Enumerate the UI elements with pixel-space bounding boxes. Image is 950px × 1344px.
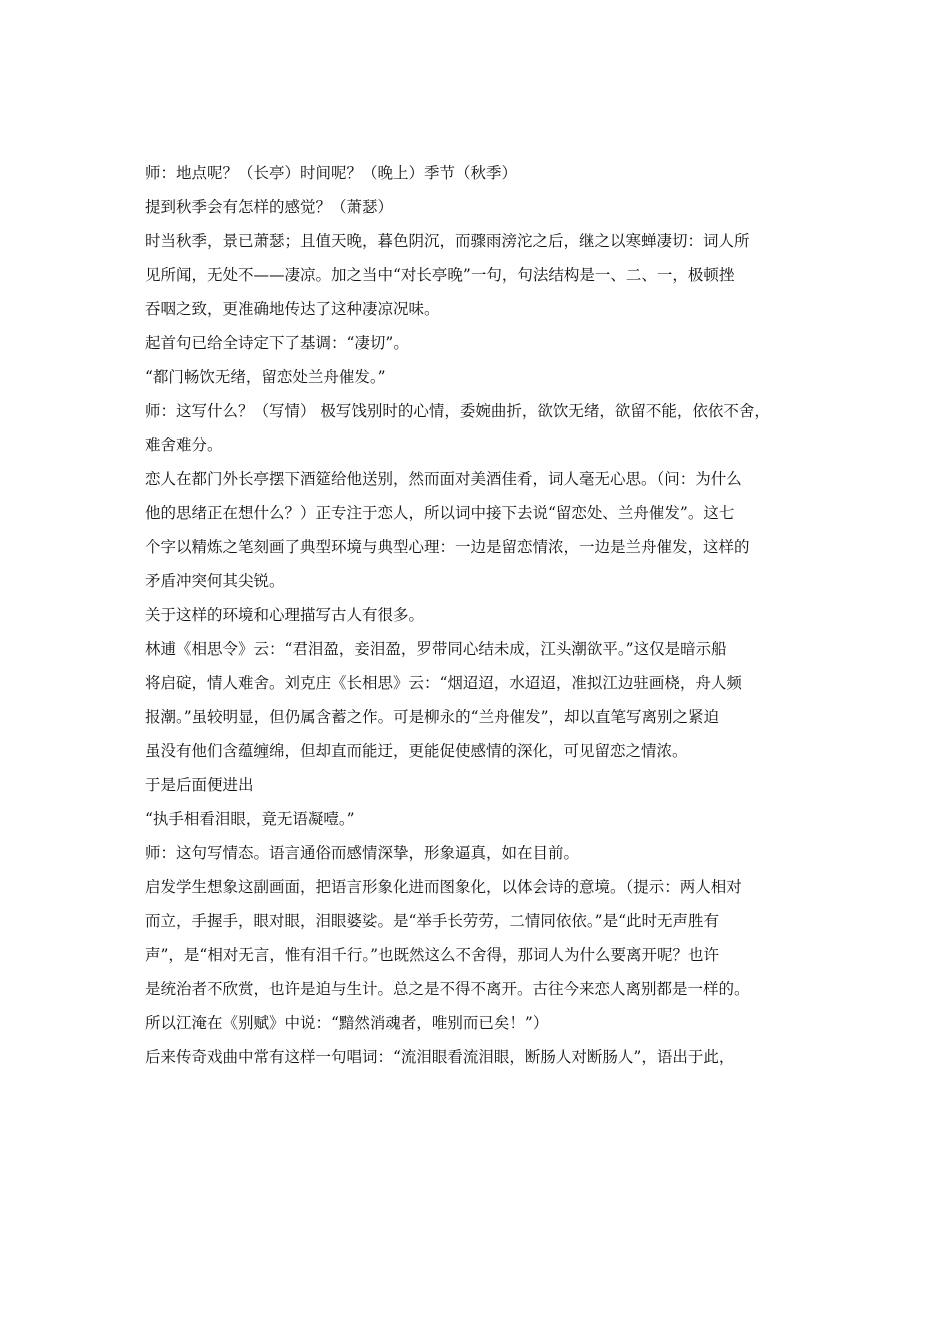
text-line: 师：地点呢？（长亭）时间呢？（晚上）季节（秋季） bbox=[145, 164, 518, 182]
text-line: 提到秋季会有怎样的感觉？（萧瑟） bbox=[145, 198, 394, 216]
text-line: “执手相看泪眼，竟无语凝噎。” bbox=[145, 810, 355, 828]
text-line: 所以江淹在《别赋》中说：“黯然消魂者，唯别而已矣！”） bbox=[145, 1014, 549, 1032]
text-line: 是统治者不欣赏，也许是迫与生计。总之是不得不离开。古往今来恋人离别都是一样的。 bbox=[145, 980, 750, 998]
text-line: 师：这句写情态。语言通俗而感情深挚，形象逼真，如在目前。 bbox=[145, 844, 580, 862]
text-line: 将启碇，情人难舍。刘克庄《长相思》云：“烟迢迢，水迢迢，准拟江边驻画桡，舟人频 bbox=[145, 674, 742, 692]
text-line: 声”，是“相对无言，惟有泪千行。”也既然这么不舍得，那词人为什么要离开呢？也许 bbox=[145, 946, 720, 964]
text-line: 吞咽之致，更准确地传达了这种凄凉况味。 bbox=[145, 300, 440, 318]
text-line: 启发学生想象这副画面，把语言形象化进而图象化，以体会诗的意境。（提示：两人相对 bbox=[145, 878, 742, 896]
text-line: 个字以精炼之笔刻画了典型环境与典型心理：一边是留恋情浓，一边是兰舟催发，这样的 bbox=[145, 538, 750, 556]
text-line: 于是后面便进出 bbox=[145, 776, 254, 794]
text-line: 见所闻，无处不——凄凉。加之当中“对长亭晚”一句，句法结构是一、二、一，极顿挫 bbox=[145, 266, 735, 284]
text-line: 而立，手握手，眼对眼，泪眼婆娑。是“举手长劳劳，二情同依依。”是“此时无声胜有 bbox=[145, 912, 720, 930]
text-line: 师：这写什么？（写情） 极写饯别时的心情，委婉曲折，欲饮无绪，欲留不能，依依不舍， bbox=[145, 402, 770, 420]
document-body bbox=[145, 162, 825, 1069]
text-line: 虽没有他们含蕴缠绵，但却直而能迂，更能促使感情的深化，可见留恋之情浓。 bbox=[145, 742, 688, 760]
text-line: 他的思绪正在想什么？）正专注于恋人，所以词中接下去说“留恋处、兰舟催发”。这七 bbox=[145, 504, 735, 522]
text-line: 后来传奇戏曲中常有这样一句唱词：“流泪眼看流泪眼，断肠人对断肠人”，语出于此， bbox=[145, 1048, 735, 1066]
text-line: 难舍难分。 bbox=[145, 436, 223, 454]
text-line: 矛盾冲突何其尖锐。 bbox=[145, 572, 285, 590]
text-line: “都门畅饮无绪，留恋处兰舟催发。” bbox=[145, 368, 386, 386]
text-line: 起首句已给全诗定下了基调：“凄切”。 bbox=[145, 334, 409, 352]
text-line: 恋人在都门外长亭摆下酒筵给他送别，然而面对美酒佳肴，词人毫无心思。（问：为什么 bbox=[145, 470, 742, 488]
text-line: 林逋《相思令》云：“君泪盈，妾泪盈，罗带同心结未成，江头潮欲平。”这仅是暗示船 bbox=[145, 640, 727, 658]
text-line: 报潮。”虽较明显，但仍属含蓄之作。可是柳永的“兰舟催发”，却以直笔写离别之紧迫 bbox=[145, 708, 720, 726]
text-line: 关于这样的环境和心理描写古人有很多。 bbox=[145, 606, 425, 624]
text-line: 时当秋季，景已萧瑟；且值天晚，暮色阴沉，而骤雨滂沱之后，继之以寒蝉凄切：词人所 bbox=[145, 232, 750, 250]
